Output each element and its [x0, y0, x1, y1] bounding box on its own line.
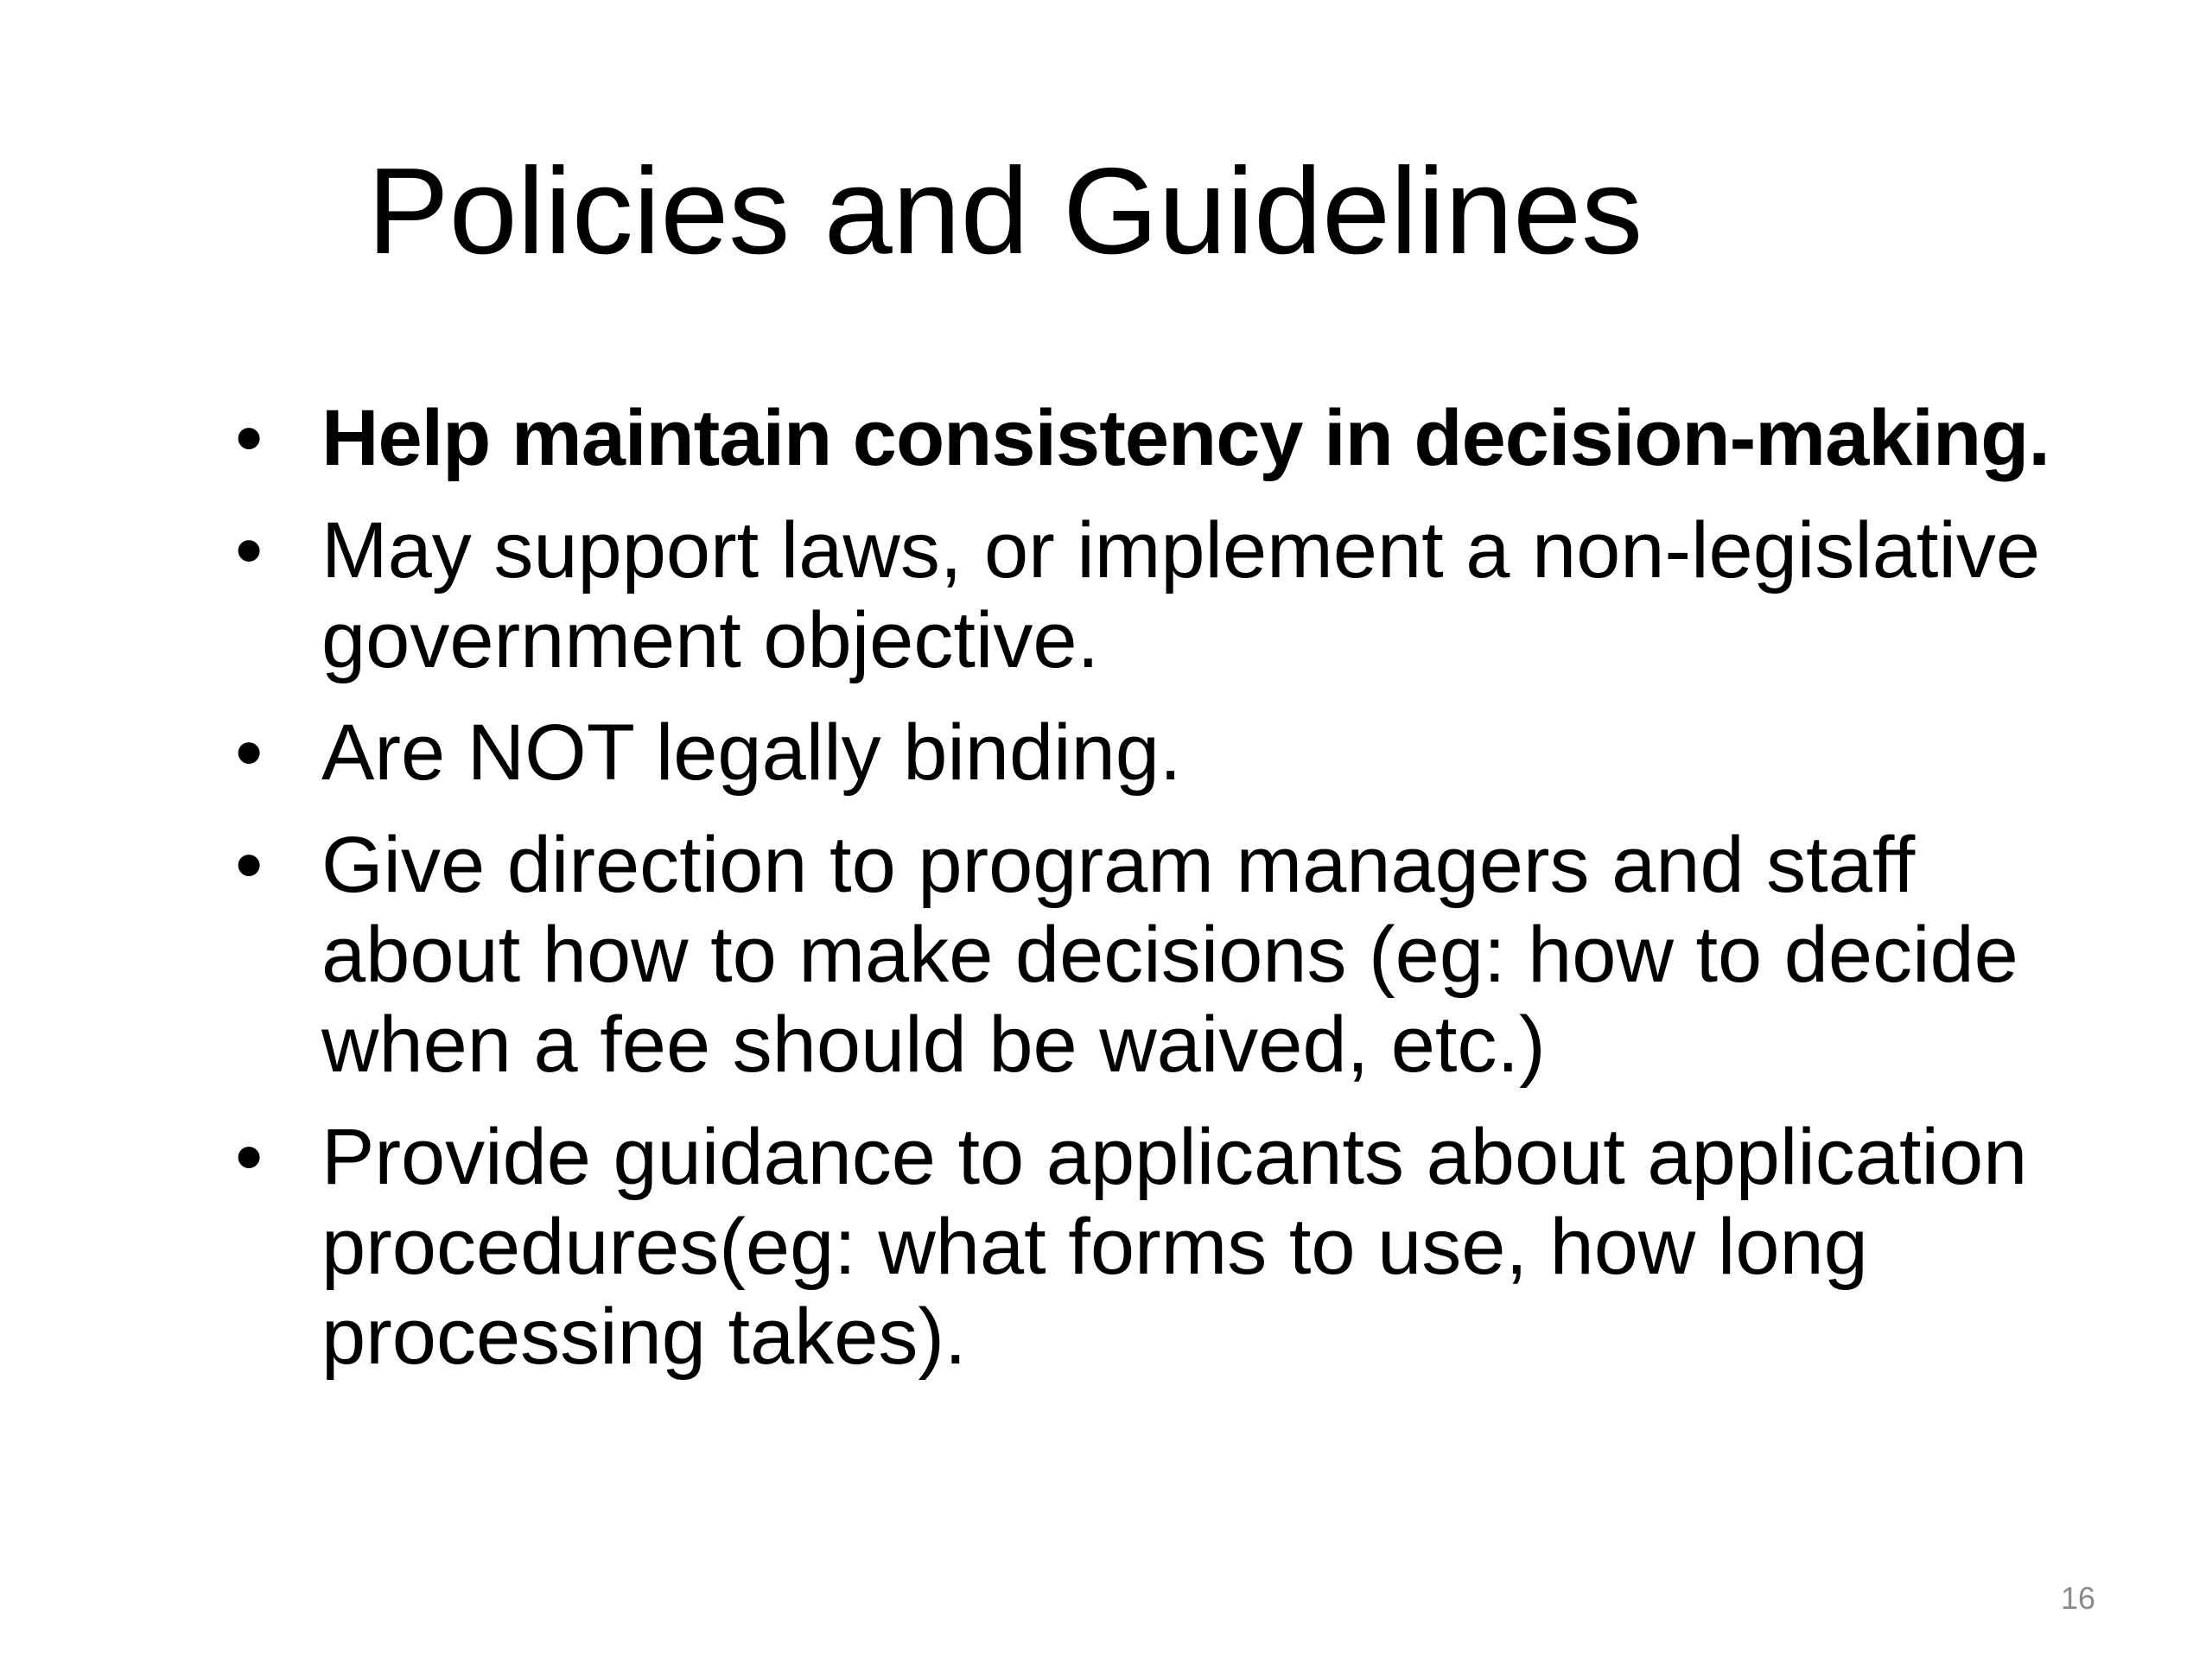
bullet-text: Give direction to program managers and staff about how to make decisions (eg: how to decide when a fee should be waived, etc.): [321, 821, 2018, 1089]
bullet-text: May support laws, or implement a non-legislative government objective.: [321, 506, 2041, 684]
bullet-text: Provide guidance to applicants about application procedures(eg: what forms to use, how long processing takes).: [321, 1113, 2028, 1381]
bullet-item: [0, 708, 2101, 798]
bullet-glyph: •: [235, 394, 264, 482]
bullet-text: Are NOT legally binding.: [321, 709, 1182, 797]
bullet-item: [0, 505, 2101, 685]
bullet-item: [0, 820, 2101, 1090]
bullet-list: [0, 393, 2212, 1404]
bullet-glyph: •: [235, 506, 264, 594]
bullet-glyph: •: [235, 709, 264, 797]
bullet-glyph: •: [235, 1113, 264, 1201]
page-number: 16: [2061, 1580, 2096, 1616]
bullet-item: [0, 1112, 2101, 1382]
bullet-item: [0, 393, 2101, 483]
bullet-text: Help maintain consistency in decision-making.: [321, 394, 2050, 482]
bullet-glyph: •: [235, 821, 264, 909]
slide-title: Policies and Guidelines: [367, 143, 1643, 280]
